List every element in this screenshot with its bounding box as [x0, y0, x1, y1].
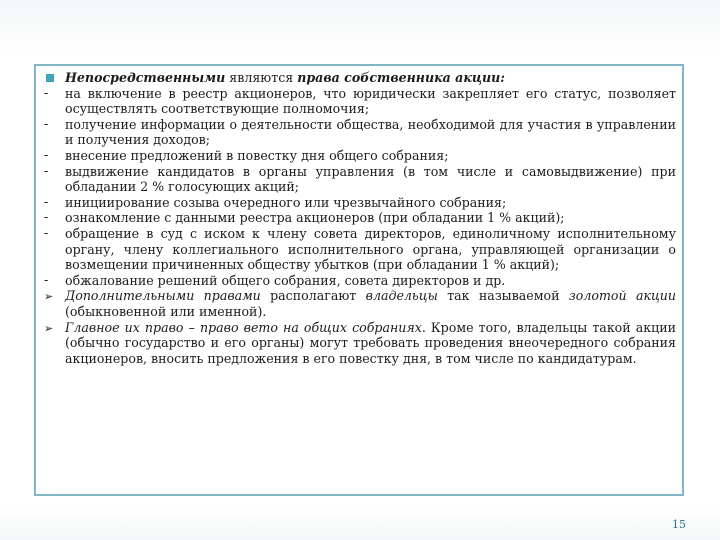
list-item-text: на включение в реестр акционеров, что юридически закрепляет его статус, позволяет осуществлять соответствующие полномочия; [65, 85, 676, 117]
list-item-text: получение информации о деятельности общества, необходимой для участия в управлении и получения доходов; [65, 116, 676, 148]
arrow-bullet-icon: ➢ [44, 290, 54, 304]
list-item [44, 210, 676, 226]
list-item [44, 273, 676, 289]
list-item [44, 195, 676, 211]
page-number: 15 [672, 518, 686, 531]
list-item [44, 148, 676, 164]
heading-connector: являются [225, 70, 298, 85]
dash-bullet-icon: - [44, 116, 49, 131]
list-item [44, 117, 676, 148]
term-golden-share: золотой акции [568, 288, 676, 304]
dash-bullet-icon: - [44, 147, 49, 162]
text-segment: располагают [260, 288, 366, 304]
heading-subject: права собственника акции: [297, 70, 505, 85]
text-segment: (обыкновенной или именной). [65, 303, 267, 319]
list-item-text: инициирование созыва очередного или чрезвычайного собрания; [65, 194, 507, 210]
term-additional-rights: Дополнительными правами [65, 288, 261, 304]
text-content [44, 70, 676, 366]
text-segment: . Кроме того, владельцы такой акции (обычно государство и его органы) могут требовать проведения внеочередного собрания акционеров, вносить предложения в его повестку дня, в том числе по кандидатурам. [65, 319, 677, 366]
list-item-text: выдвижение кандидатов в органы управления (в том числе и самовыдвижение) при обладании 2 % голосующих акций; [65, 163, 676, 195]
heading-item [44, 70, 676, 86]
list-item [44, 226, 676, 273]
arrow-bullet-icon: ➢ [44, 321, 54, 335]
dash-bullet-icon: - [44, 210, 49, 225]
heading-term: Непосредственными [65, 70, 226, 85]
dash-bullet-icon: - [44, 163, 49, 178]
term-owners: владельцы [365, 288, 438, 304]
bottom-band [0, 505, 720, 540]
text-segment: так называемой [437, 288, 569, 304]
dash-bullet-icon: - [44, 272, 49, 287]
dash-bullet-icon: - [44, 194, 49, 209]
dash-bullet-icon: - [44, 225, 49, 240]
list-item-text: внесение предложений в повестку дня общего собрания; [65, 147, 449, 163]
list-item [44, 86, 676, 117]
list-item [44, 164, 676, 195]
list-item-text: обжалование решений общего собрания, совета директоров и др. [65, 272, 506, 288]
arrow-item-veto [44, 320, 676, 367]
term-veto-right: Главное их право – право вето на общих собраниях [65, 319, 422, 335]
square-bullet-icon [46, 74, 54, 82]
dash-bullet-icon: - [44, 85, 49, 100]
top-band [0, 0, 720, 58]
arrow-item-additional-rights [44, 288, 676, 319]
list-item-text: обращение в суд с иском к члену совета директоров, единоличному исполнительному органу, члену коллегиального исполнительного органа, управляющей организации о возмещении причиненных обществу убытков (при обладании 1 % акций); [65, 225, 676, 273]
list-item-text: ознакомление с данными реестра акционеров (при обладании 1 % акций); [65, 210, 565, 226]
